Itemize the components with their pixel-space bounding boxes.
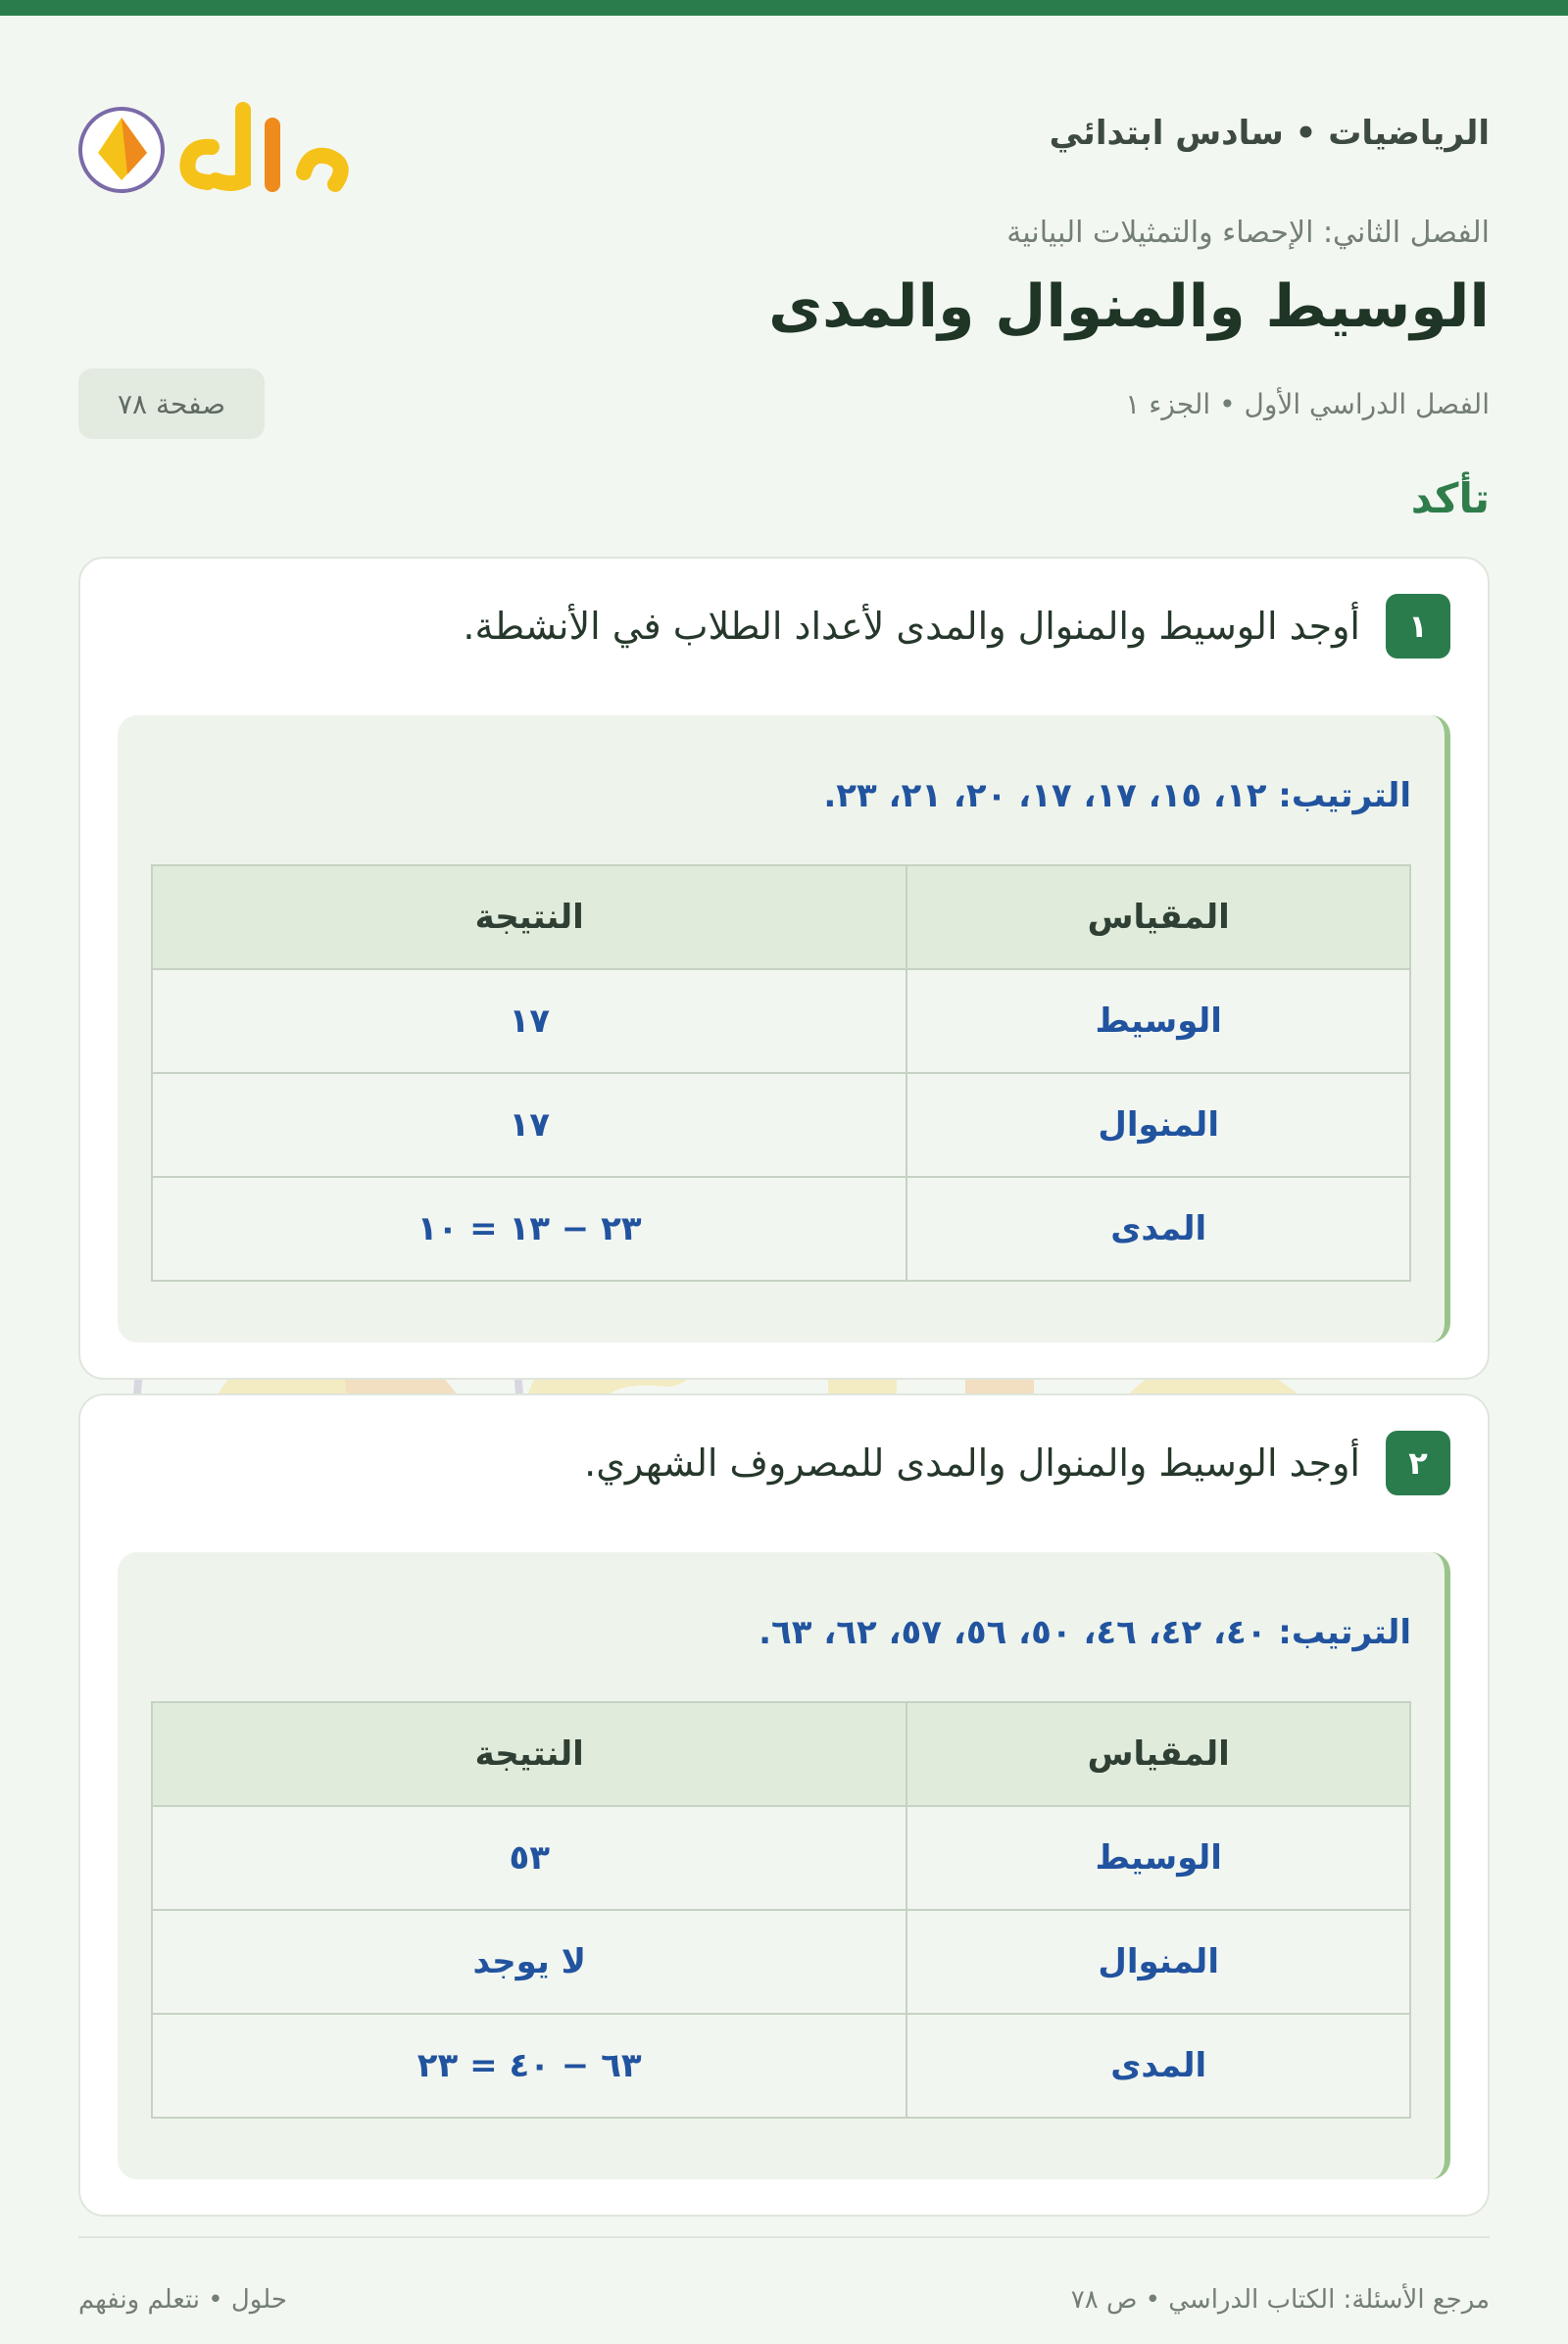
ordered-values: الترتيب: ١٢، ١٥، ١٧، ١٧، ٢٠، ٢١، ٢٣.	[823, 776, 1411, 815]
hulul-logo[interactable]	[75, 96, 353, 204]
chapter-title: الفصل الثاني: الإحصاء والتمثيلات البيانية	[1006, 216, 1490, 250]
answer-box	[118, 1552, 1450, 2179]
table-header-row	[152, 1702, 1410, 1806]
results-table	[151, 1701, 1411, 2119]
result-cell: ٥٣	[152, 1806, 906, 1910]
question-header	[463, 594, 1450, 659]
result-cell: ٢٣ − ١٣ = ١٠	[152, 1177, 906, 1281]
subject-label: الرياضيات • سادس ابتدائي	[1049, 114, 1490, 153]
answer-box	[118, 715, 1450, 1343]
section-title: تأكد	[1410, 474, 1490, 522]
column-header-result: النتيجة	[152, 865, 906, 969]
result-cell: لا يوجد	[152, 1910, 906, 2014]
page-header	[75, 76, 1490, 194]
question-number-badge: ٢	[1386, 1431, 1450, 1495]
measure-cell: المنوال	[906, 1910, 1410, 2014]
question-card-1	[78, 557, 1490, 1380]
measure-cell: المدى	[906, 1177, 1410, 1281]
measure-cell: المنوال	[906, 1073, 1410, 1177]
table-row	[152, 1806, 1410, 1910]
lesson-title: الوسيط والمنوال والمدى	[768, 272, 1490, 341]
measure-cell: المدى	[906, 2014, 1410, 2118]
column-header-result: النتيجة	[152, 1702, 906, 1806]
top-accent-bar	[0, 0, 1568, 16]
table-row	[152, 1073, 1410, 1177]
question-card-2	[78, 1393, 1490, 2217]
question-text: أوجد الوسيط والمنوال والمدى لأعداد الطلاب في الأنشطة.	[463, 605, 1360, 648]
table-row	[152, 1177, 1410, 1281]
table-row	[152, 1910, 1410, 2014]
footer-brand: حلول • نتعلم ونفهم	[78, 2285, 287, 2315]
logo-text: حلول	[75, 96, 78, 97]
footer-reference: مرجع الأسئلة: الكتاب الدراسي • ص ٧٨	[1070, 2285, 1490, 2315]
result-cell: ١٧	[152, 969, 906, 1073]
question-text: أوجد الوسيط والمنوال والمدى للمصروف الشهري.	[584, 1441, 1360, 1485]
results-table	[151, 864, 1411, 1282]
column-header-measure: المقياس	[906, 1702, 1410, 1806]
result-cell: ١٧	[152, 1073, 906, 1177]
question-header	[584, 1431, 1450, 1495]
column-header-measure: المقياس	[906, 865, 1410, 969]
table-header-row	[152, 865, 1410, 969]
term-info: الفصل الدراسي الأول • الجزء ١	[1125, 388, 1490, 420]
page-number-badge: صفحة ٧٨	[78, 368, 265, 439]
table-row	[152, 969, 1410, 1073]
ordered-values: الترتيب: ٤٠، ٤٢، ٤٦، ٥٠، ٥٦، ٥٧، ٦٢، ٦٣.	[759, 1613, 1411, 1652]
measure-cell: الوسيط	[906, 969, 1410, 1073]
measure-cell: الوسيط	[906, 1806, 1410, 1910]
table-row	[152, 2014, 1410, 2118]
result-cell: ٦٣ − ٤٠ = ٢٣	[152, 2014, 906, 2118]
footer-divider	[78, 2236, 1490, 2238]
question-number-badge: ١	[1386, 594, 1450, 659]
